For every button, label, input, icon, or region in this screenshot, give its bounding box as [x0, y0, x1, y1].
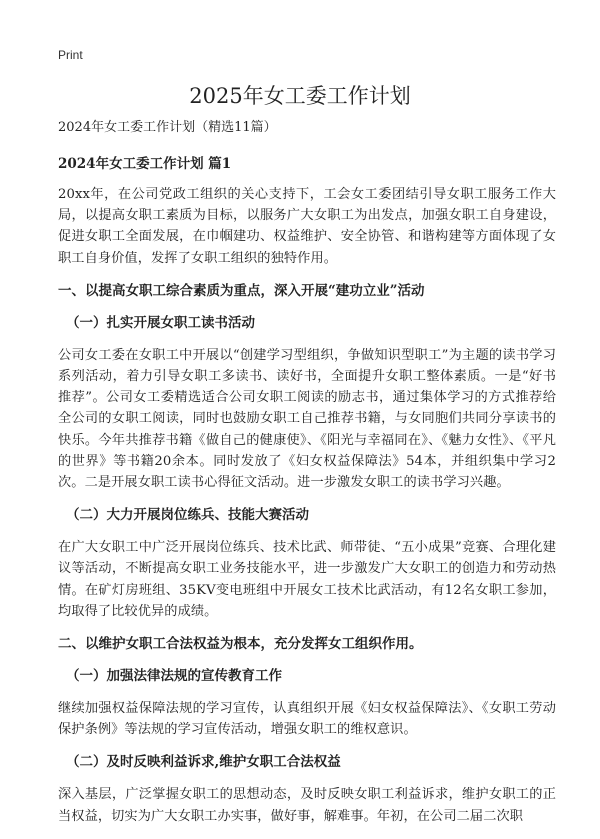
paragraph-rights-protection: 深入基层，广泛掌握女职工的思想动态，及时反映女职工利益诉求，维护女职工的正当权益，切实为广大女职工办实事，做好事，解难事。年初，在公司二届二次职	[58, 787, 556, 824]
section-heading: 2024年女工委工作计划 篇1	[58, 156, 232, 172]
page-title: 2025年女工委工作计划	[189, 84, 411, 108]
document-body	[58, 118, 556, 839]
paragraph-skills-competition: 在广大女职工中广泛开展岗位练兵、技术比武、师带徒、“五小成果”竞赛、合理化建议等活动，不断提高女职工业务技能水平，进一步激发广大女职工的创造力和劳动热情。在矿灯房班组、35KV变电班组中开展女工技术比武活动，有12名女职工参加，均取得了比较优异的成绩。	[58, 540, 556, 619]
print-link[interactable]: Print	[58, 48, 83, 62]
intro-paragraph: 20xx年，在公司党政工组织的关心支持下，工会女工委团结引导女职工服务工作大局，以提高女职工素质为目标，以服务广大女职工为出发点，加强女职工自身建设，促进女职工全面发展，在巾帼建功、权益维护、安全协管、和谐构建等方面体现了女职工自身价值，发挥了女职工组织的独特作用。	[58, 187, 556, 266]
paragraph-law-education: 继续加强权益保障法规的学习宣传，认真组织开展《妇女权益保障法》、《女职工劳动保护条例》等法规的学习宣传活动，增强女职工的维权意识。	[58, 701, 556, 738]
subheading-law-education: （一）加强法律法规的宣传教育工作	[66, 668, 282, 685]
heading-part-one: 一、以提高女职工综合素质为重点，深入开展“建功立业”活动	[58, 282, 425, 299]
subheading-rights-protection: （二）及时反映利益诉求,维护女职工合法权益	[66, 754, 341, 771]
subheading-reading-activity: （一）扎实开展女职工读书活动	[66, 314, 255, 331]
heading-part-two: 二、以维护女职工合法权益为根本，充分发挥女工组织作用。	[58, 636, 423, 653]
paragraph-reading-activity: 公司女工委在女职工中开展以“创建学习型组织，争做知识型职工”为主题的读书学习系列活动，着力引导女职工多读书、读好书，全面提升女职工整体素质。一是“好书推荐”。公司女工委精选适合公司女职工阅读的励志书，通过集体学习的方式推荐给全公司的女职工阅读，同时也鼓励女职工自己推荐书籍，与女同胞们共同分享读书的快乐。今年共推荐书籍《做自己的健康使》、《阳光与幸福同在》、《魅力女性》、《平凡的世界》等书籍20余本。同时发放了《妇女权益保障法》54本，并组织集中学习2次。二是开展女职工读书心得征文活动。进一步激发女职工的读书学习兴趣。	[58, 347, 556, 491]
document-subtitle: 2024年女工委工作计划（精选11篇）	[58, 120, 277, 135]
subheading-skills-competition: （二）大力开展岗位练兵、技能大赛活动	[66, 507, 309, 524]
